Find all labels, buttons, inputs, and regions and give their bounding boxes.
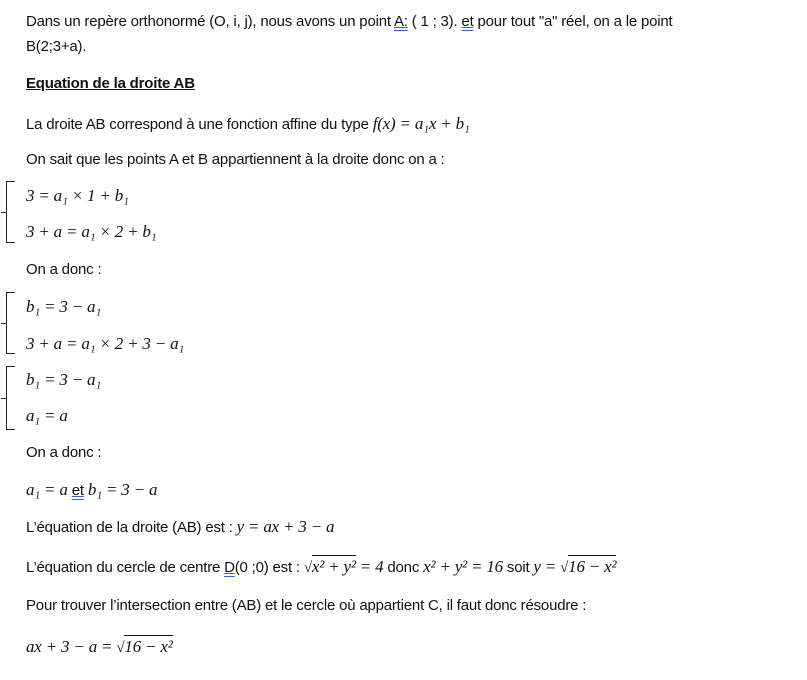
math: a₁ = a [26,480,72,499]
text: soit [502,559,534,576]
math: = 4 [355,557,384,576]
math: y = ax + 3 − a [236,517,335,536]
affine-line [26,114,470,134]
sqrt-icon: √ [560,560,569,576]
radicand: x² + y² [311,557,356,576]
text: L’équation de la droite (AB) est : [26,519,237,536]
sqrt-icon: √ [116,640,125,656]
radicand: 16 − x² [568,557,617,576]
text: (0 ;0) est : [234,559,304,576]
intro-line-2: B(2;3+a). [26,38,87,55]
section-heading: Equation de la droite AB [26,75,195,92]
circle-equation [26,557,616,577]
math: f(x) = a₁x + b₁ [372,114,470,133]
donc-line-1: On a donc : [26,261,102,278]
system1-eq2: 3 + a = a₁ × 2 + b₁ [26,222,157,241]
system3-eq2: a₁ = a [26,406,68,425]
math: ax + 3 − a = [26,637,117,656]
system2-eq2: 3 + a = a₁ × 2 + 3 − a₁ [26,334,185,353]
final-equation [26,637,173,657]
radicand: 16 − x² [124,637,173,656]
text: donc [383,559,424,576]
point-d-label: D [224,559,235,576]
et-word: et [461,13,474,30]
intersect-line: Pour trouver l’intersection entre (AB) et le cercle où appartient C, il faut donc résoudre : [26,597,587,614]
line-equation [26,517,334,537]
brace-icon [6,292,15,354]
system2-eq1: b₁ = 3 − a₁ [26,297,102,316]
et-word: et [71,482,84,499]
brace-icon [6,366,15,430]
belong-line: On sait que les points A et B appartiennent à la droite donc on a : [26,151,445,168]
text: Dans un repère orthonormé (O, i, j), nous avons un point [26,13,394,30]
system3-eq1: b₁ = 3 − a₁ [26,370,102,389]
point-a-label: A: [393,13,408,30]
math: y = [533,557,561,576]
math: b₁ = 3 − a [83,480,158,499]
result-line [26,480,157,500]
sqrt-icon: √ [303,560,312,576]
system1-eq1: 3 = a₁ × 1 + b₁ [26,186,129,205]
text: pour tout "a" réel, on a le point [473,13,673,30]
text: L’équation du cercle de centre [26,559,225,576]
intro-line-1 [26,13,673,30]
donc-line-2: On a donc : [26,444,102,461]
brace-icon [6,181,15,243]
math: x² + y² = 16 [423,557,503,576]
text: La droite AB correspond à une fonction affine du type [26,116,373,133]
text: ( 1 ; 3). [407,13,462,30]
